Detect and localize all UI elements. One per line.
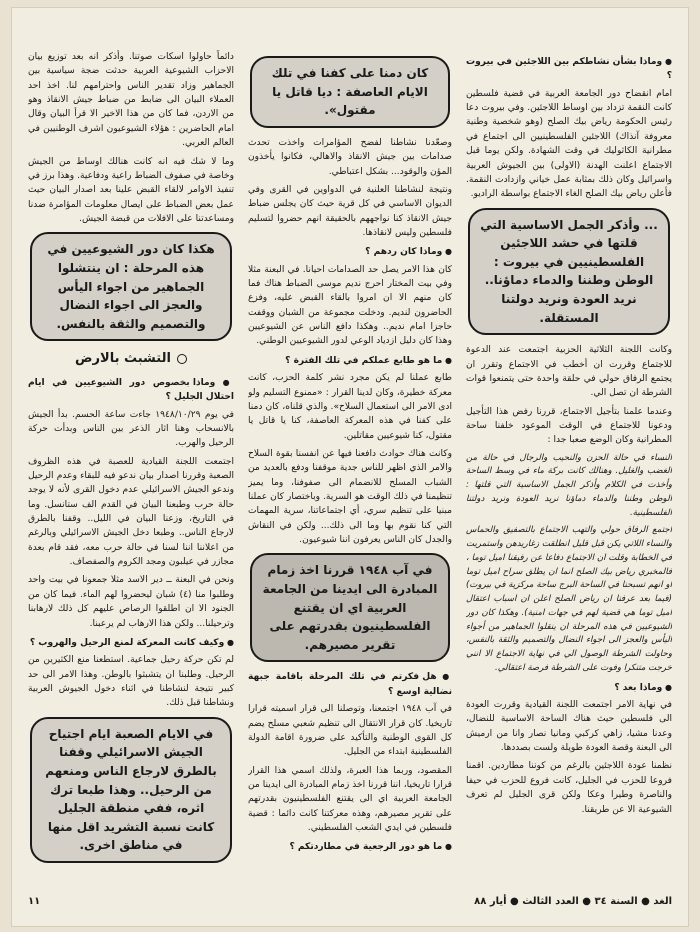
- paragraph: وعندما علمنا بتأجيل الاجتماع، قررنا رفض هذا التأجيل ودعونا للاجتماع في الوقت الموعود خلفنا ساحة المطرانية وكان الوضع صعبا جدا :: [466, 406, 672, 446]
- column-right: [466, 50, 672, 886]
- paragraph: كان هذا الامر يصل حد الصدامات احيانا. في البعنة مثلا وفي بيت المختار احرج نديم موسى الضباط هناك فما كان منهم الا ان امروا بالقاء القبض عليه، وفزع الحاضرون لنديم. ودخلت مجموعة من الشبان ووقفت حاجزا امام نديم.. وهكذا دافع الناس عن الشيوعيين وهذا كان دليل ازدياد الوعي لدور الشيوعيين الوطني.: [248, 264, 452, 347]
- section-subheading: [28, 349, 234, 370]
- paragraph: طابع عملنا لم يكن مجرد نشر كلمة الحزب، كانت معركة خطيرة، وكان لدينا القرار : «ممنوع التسليم ولو ادى الامر الى استعمال السلاح». والذي قلناه، كان دمنا على كفنا في هذه المعركة العاصفة، كنا يا قاتل يا مقتول، كنا شيوعيين مقاتلين.: [248, 373, 452, 441]
- paragraph: ونحن في البعنة ــ دير الاسد مثلا جمعونا في بيت واحد وطلبوا منا (٤) شبان ليحضروا لهم الماء. فيما كان من الجنود الا ان اطلقوا الرصاص عليهم كل ذلك لارهابنا وترحيلنا... ولكن هذا الارهاب لم يرعبنا.: [28, 575, 234, 629]
- paragraph: في آب ١٩٤٨ اجتمعنا، وتوصلنا الى قرار اسميته قرارا تاريخيا. كان قرار الانتقال الى تنظيم شعبي مسلح يضم كل القوى الوطنية والتأكيد على ضرورة اقامة الدولة الفلسطينية ابتداء من الجليل.: [248, 704, 452, 758]
- column-left: [28, 50, 234, 886]
- paragraph: في يوم ١٩٤٨/١٠/٢٩ جاءت ساعة الحسم. بدأ الجيش بالانسحاب وهنا اثار الذعر بين الناس وبدأت حركة الرحيل والهرب.: [28, 409, 234, 449]
- magazine-page: [12, 8, 688, 926]
- interview-question: ● وماذا كان ردهم ؟: [248, 245, 452, 259]
- interview-question: ● وكيف كانت المعركة لمنع الرحيل والهروب ؟: [28, 636, 234, 650]
- page-footer: [28, 896, 672, 914]
- interview-question: ● وماذا بخصوص دور الشيوعيين في ايام احتلال الجليل ؟: [28, 376, 234, 405]
- pull-quote: كان دمنا على كفنا في تلك الايام العاصفة : ديا قاتل يا مقتول».: [250, 56, 450, 128]
- pull-quote: هكذا كان دور الشيوعيين في هذه المرحلة : ان ينتشلوا الجماهير من اجواء اليأس والعجز الى اجواء النضال والتصميم والثقة بالنفس.: [30, 232, 232, 341]
- interview-question: ● هل فكرتم في تلك المرحلة باقامة جبهة نضالية اوسع ؟: [248, 670, 452, 699]
- paragraph: اجتمعت اللجنة القيادية للعصبة في هذه الظروف الصعبة وقررنا اصدار بيان ندعو فيه للبقاء وعدم الرحيل وندعو الجيش الاسرائيلي عدم دخول القرى لأنه لا يوجد حالة حرب وطبعنا البيان في القدم الف ستانسل. وما في التاريخ، وزعنا البيان في الليل.. وقفنا بالطرق لارجاع الناس.. وطبعا دخل الجيش الاسرائيلي وبالرغم من اعلاننا اننا لسنا في حالة حرب معه، فقد قام بعدة مجازر في عيلبون ومجد الكروم والصفصاف.: [28, 456, 234, 568]
- pull-quote: ... وأذكر الجمل الاساسية التي قلتها في حشد اللاجئين الفلسطينيين في بيروت : الوطن وطننا والدماء دماؤنا.. نريد العودة ونريد دولتنا المستقلة.: [468, 208, 670, 336]
- subheading-text: التشبث بالارض: [75, 351, 171, 367]
- issue-info: الغد ● السنة ٣٤ ● العدد الثالث ● أيار ٨٨: [474, 896, 672, 907]
- column-middle: [248, 50, 452, 886]
- paragraph: لم تكن حركة رحيل جماعية. استطعنا منع الكثيرين من الرحيل. وطلبنا ان يتشبثوا بالوطن. وهذا الامر الى حد كبير نتيجة لنشاطنا في اثناء دخول الجيوش العربية ونشاطنا قبل ذلك.: [28, 655, 234, 709]
- circle-bullet-icon: [177, 354, 187, 364]
- paragraph: دائماً حاولوا اسكات صوتنا. وأذكر انه بعد توزيع بيان الاحزاب الشيوعية العربية حدثت ضجة سياسية بين الجماهير وزاد تقدير الناس واحترامهم لنا. اخذ احد العملاء البيان الى ضابط من ضباط جيش الانقاذ وهو من الاردن، فما كان من هذا الاخير الا قرأ البيان وقال امام الحاضرين : هؤلاء الشيوعيون اشرف الوطنيين في العالم العربي.: [28, 52, 234, 149]
- interview-question: ● ما هو طابع عملكم في تلك الفترة ؟: [248, 354, 452, 368]
- page-number: ١١: [28, 896, 41, 907]
- interview-question: ● وماذا بعد ؟: [466, 681, 672, 695]
- pull-quote: في الايام الصعبة ايام اجتياح الجيش الاسرائيلي وقفنا بالطرق لارجاع الناس ومنعهم من الرحيل.. وهذا طبعا ترك اثره، ففي منطقة الجليل كانت نسبة التشريد اقل منها في مناطق اخرى.: [30, 717, 232, 863]
- paragraph: وكانت اللجنة الثلاثية الحزبية اجتمعت عند الدعوة للاجتماع وقررت ان أخطب في الاجتماع وتقرر ان يجتمع الرفاق حولي في حلقة واحدة حتى يتمنعوا قوات الشرطة ان تصل الي.: [466, 345, 672, 399]
- paragraph: وصعّدنا نشاطنا لفضح المؤامرات واخذت تحدث صدامات بين جيش الانقاذ والاهالي، فكانوا يأخذون المؤن والوقود... بشكل اعتباطي.: [248, 137, 452, 177]
- italic-paragraph: اجتمع الرفاق حولي والتهب الاجتماع بالتصفيق والحماس والنساء اللاتي يكن قبل قليل انطلقت زغاريدهن واستمريت في الخطابة وقلت ان الاجتماع دفاعا عن رفيقنا اميل توما ، فالمخبري رياض بيك الصلح انما ان يطلق سراح اميل توما او انهم تسبحنا في الساحة البرج ساحة مركزية في بيروت) (فيما بعد عرفنا ان رياض الصلح اعلن ان اسباب اعتقال اميل توما هي قضية لهم في جهات امنية). وهكذا كان دور الشيوعيين في هذه المرحلة ان ينقلوا الجماهير من أجواء اليأس والعجز الى اجواء النضال والتصميم والثقة بالنفس، وحاولت الشرطة الوصول الي في نهاية الاجتماع الا انني خرجت متنكرا وفوت على الشرطة فرصة اعتقالي.: [466, 525, 672, 673]
- paragraph: وكانت هناك حوادث دافعنا فيها عن انفسنا بقوة السلاح والامر الذي اظهر للناس جدية موقفنا ودفع بالعديد من الشباب المسلح للانضمام الى صفوفنا، وما يميز تنظيمنا في ذلك الوقت هو السرية. وباختصار كان عملنا مبنيا على تنظيم سري، أي اجتماعاتنا، سرية المهمات التي كنا نقوم بها وما الى ذلك... ولكن في النقاش والجدل كان الناس يعرفون اننا شيوعيون.: [248, 448, 452, 546]
- paragraph: ونتيجة لنشاطنا العلنية في الدواوين في القرى وفي الديوان الاساسي في كل قرية حيث كان يجلس ضباط جيش الانقاذ كنا نواجههم بالحقيقة انهم حضروا لتسليم فلسطين وليس لانقاذها.: [248, 184, 452, 238]
- italic-quote: النساء في حالة الحزن والنحيب والرجال في حالة من الغضب والغليل. وهنالك كانت بركة ماء في وسط الساحة وأخذت في الكلام وأذكر الجمل الاساسية التي قلتها : الوطن وطننا والدماء دماؤنا نريد العودة ونريد دولتنا الفلسطينية.: [466, 452, 672, 518]
- paragraph: في نهاية الامر اجتمعت اللجنة القيادية وقررت العودة الى فلسطين حيث هناك الساحة الاساسية للنضال، وعدنا مشيا، زاهي كركبي ومانيا نصار وانا من ارميش الى البعنة وقصة العودة طويلة ولست بصددها.: [466, 700, 672, 754]
- paragraph: وما لا شك فيه انه كانت هنالك اوساط من الجيش وخاصة في صفوف الضباط راعية ودفاعية. وهذا برز في تنفيذ الاوامر لالقاء القبض علينا بعد اصدار البيان حيث عمل بعض الضباط على ايصال معلومات المؤامرة ضدنا ومساعدتنا على الافلات من قبضة الجيش.: [28, 156, 234, 224]
- paragraph: نظمنا عودة اللاجئين بالرغم من كوننا مطاردين. اقمنا فروعا للحزب في الجليل، كانت فروع للحزب في حيفا والناصرة وطيرا وعكا ولكن قرى الجليل لم تعرف الشيوعية الا عن طريقنا.: [466, 761, 672, 815]
- interview-question: ● وماذا بشأن نشاطكم بين اللاجئين في بيروت ؟: [466, 55, 672, 84]
- pull-quote: في آب ١٩٤٨ قررنا اخذ زمام المبادرة الى ايدينا من الجامعة العربية اي ان يقتنع الفلسطينيون بقدرتهم على تقرير مصيرهم.: [250, 553, 450, 662]
- interview-question: ● ما هو دور الرجعية في مطاردتكم ؟: [248, 840, 452, 854]
- paragraph: امام انقضاح دور الجامعة العربية في قضية فلسطين كانت النقمة تزداد بين اوساط اللاجئين. وفي بيروت دعا رئيس الحكومة رياض بيك الصلح (وهو شخصية وطنية معروفة آنذاك) اللاجئين الفلسطينيين الى اجتماع في مطرانية الكاثوليك في وقت الشهادة. ولكن يوما قبل الاجتماع اعلنت الهدنة (الاولى) بين الجيوش العربية واسرائيل وكان ذلك بمثابة عمل خياني وازدادت النقمة. فأعلن رياض بيك الصلح الغاء الاجتماع بواسطة الراديو.: [466, 88, 672, 200]
- paragraph: المقصود، وربما هذا العبرة، ولذلك اسمي هذا القرار قرارا تاريخيا، اننا قررنا اخذ زمام المبادرة الى ايدينا من الجامعة العربية اي الى يقتنع الفلسطينيون بقدرتهم على تقرير مصيرهم، وهذه معركتنا كانت دائما : قضية فلسطين في ايدي الشعب الفلسطيني.: [248, 765, 452, 834]
